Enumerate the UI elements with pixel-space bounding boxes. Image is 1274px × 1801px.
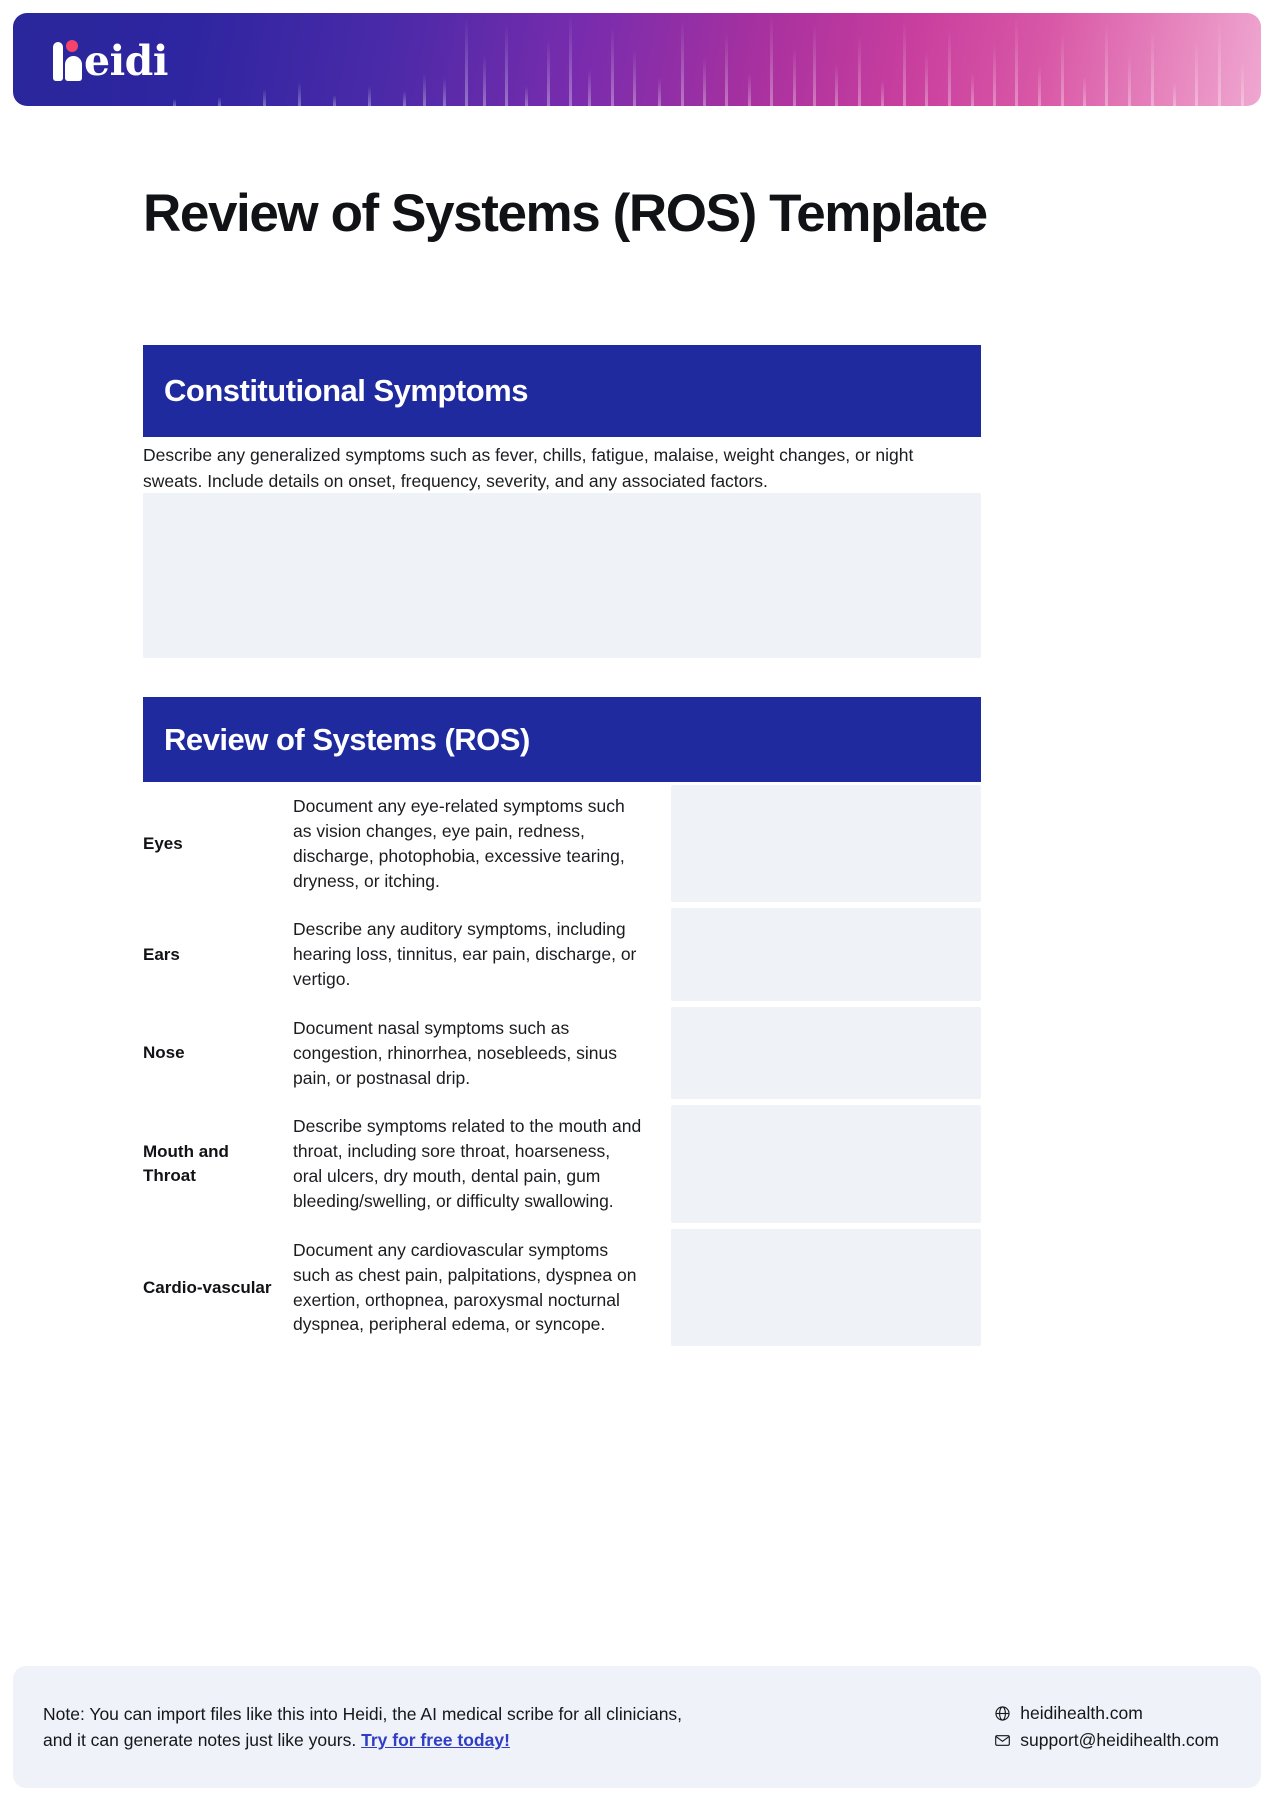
ros-row-label: Cardio-vascular [143, 1277, 272, 1297]
envelope-icon [994, 1732, 1011, 1749]
table-row [143, 1226, 981, 1349]
page-title: Review of Systems (ROS) Template [143, 184, 987, 243]
review-of-systems-table [143, 782, 981, 1349]
footer-website[interactable] [994, 1703, 1219, 1724]
section-description-constitutional-symptoms: Describe any generalized symptoms such as fever, chills, fatigue, malaise, weight changes, or night sweats. Include details on onset, frequency, severity, and any associated factors. [143, 445, 914, 491]
ros-row-description: Document nasal symptoms such as congestion, rhinorrhea, nosebleeds, sinus pain, or postnasal drip. [293, 1017, 617, 1088]
heidi-h-mark-icon [53, 39, 83, 81]
table-row [143, 905, 981, 1004]
footer [13, 1666, 1261, 1788]
logo-wordmark: eidi [84, 36, 168, 85]
ros-row-label: Ears [143, 944, 180, 964]
footer-note [43, 1701, 683, 1754]
table-row [143, 782, 981, 905]
ros-row-answer-field[interactable] [671, 908, 981, 1001]
ros-row-label: Nose [143, 1043, 185, 1063]
ros-row-answer-field[interactable] [671, 1007, 981, 1100]
ros-row-description: Document any cardiovascular symptoms such as chest pain, palpitations, dyspnea on exertion, orthopnea, paroxysmal nocturnal dyspnea, peripheral edema, or syncope. [293, 1239, 637, 1335]
footer-email[interactable] [994, 1730, 1219, 1751]
section-title-review-of-systems: Review of Systems (ROS) [164, 721, 530, 757]
ros-row-description: Describe symptoms related to the mouth and throat, including sore throat, hoarseness, oral ulcers, dry mouth, dental pain, gum bleeding/swelling, or difficulty swallowing. [293, 1116, 642, 1211]
ros-row-answer-field[interactable] [671, 1229, 981, 1346]
ros-row-label: Eyes [143, 833, 183, 853]
footer-email-label: support@heidihealth.com [1020, 1730, 1219, 1750]
brand-banner [13, 13, 1261, 106]
ros-row-answer-field[interactable] [671, 785, 981, 902]
footer-note-text: Note: You can import files like this into Heidi, the AI medical scribe for all clinicians, and it can generate notes just like yours. [43, 1703, 683, 1750]
footer-contact [994, 1703, 1231, 1751]
banner-decorative-lines [13, 13, 1261, 106]
section-header-review-of-systems [143, 697, 981, 782]
table-row [143, 1102, 981, 1225]
try-for-free-link[interactable]: Try for free today! [361, 1730, 510, 1750]
ros-row-description: Describe any auditory symptoms, including hearing loss, tinnitus, ear pain, discharge, or vertigo. [293, 919, 637, 990]
footer-website-label: heidihealth.com [1020, 1703, 1143, 1723]
globe-icon [994, 1705, 1011, 1722]
heidi-logo [53, 36, 168, 85]
section-header-constitutional-symptoms [143, 345, 981, 437]
section-title-constitutional-symptoms: Constitutional Symptoms [164, 373, 528, 408]
answer-field-constitutional-symptoms[interactable] [143, 493, 981, 658]
ros-row-label: Mouth and Throat [143, 1142, 229, 1186]
ros-row-description: Document any eye-related symptoms such as vision changes, eye pain, redness, discharge, photophobia, excessive tearing, dryness, or itching. [293, 796, 625, 891]
table-row [143, 1004, 981, 1103]
ros-row-answer-field[interactable] [671, 1105, 981, 1222]
